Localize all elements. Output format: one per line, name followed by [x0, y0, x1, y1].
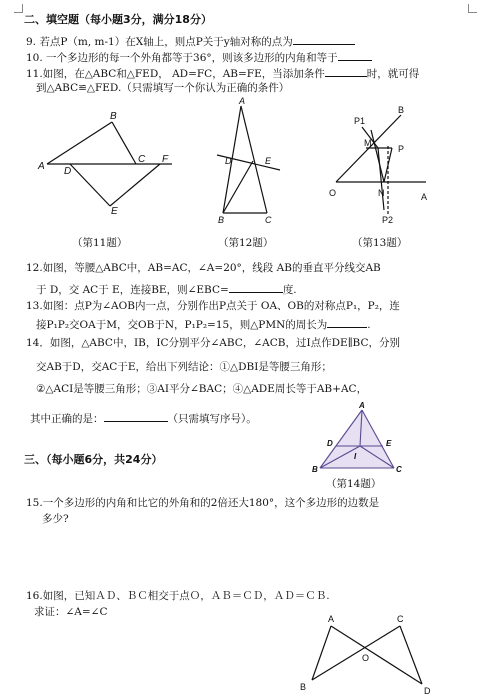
- fig13-label-m: M: [364, 138, 372, 148]
- question-14-line-3: ②△ACI是等腰三角形；③AI平分∠BAC；④△ADE周长等于AB+AC，: [36, 383, 368, 395]
- figure-13: [326, 100, 436, 230]
- question-11-line-2: 到△ABC≌△FED.（只需填写一个你认为正确的条件）: [36, 82, 290, 94]
- page-corner-mark-right: [468, 4, 477, 13]
- question-14-line-1: 14．如图，△ABC中，IB，IC分别平分∠ABC，∠ACB，过I点作DE∥BC，分别: [26, 337, 400, 349]
- question-16-line-1: 16.如图，已知ＡＤ、ＢＣ相交于点Ｏ，ＡＢ＝ＣＤ，ＡＤ＝ＣＢ.: [26, 590, 330, 602]
- side-ac: [241, 106, 267, 213]
- question-12-tail: 度.: [282, 284, 297, 296]
- fig11-label-b: B: [110, 111, 117, 122]
- question-12-line-2: [36, 282, 297, 297]
- fig16-label-a: A: [328, 614, 335, 624]
- fig16-label-c: C: [397, 614, 404, 624]
- answer-blank-11[interactable]: [325, 66, 367, 77]
- fig11-label-d: D: [64, 166, 72, 177]
- side-bc: [112, 122, 136, 164]
- side-ef: [110, 164, 160, 206]
- fig12-label-d: D: [225, 156, 232, 166]
- fig13-label-a: A: [421, 192, 428, 202]
- fig16-label-b: B: [300, 682, 307, 692]
- segment-cb: [312, 626, 400, 680]
- fig14-label-d: D: [327, 439, 333, 448]
- question-9-text: 9. 若点P（m, m-1）在X轴上，则点P关于y轴对称的点为: [26, 36, 293, 48]
- fig14-label-c: C: [396, 465, 402, 474]
- figure-14-caption: （第14题）: [326, 478, 382, 490]
- answer-blank-14[interactable]: [104, 411, 168, 422]
- fig13-label-o: O: [329, 188, 337, 198]
- figure-13-caption: （第13题）: [352, 237, 408, 249]
- figure-14: [312, 402, 402, 482]
- fig13-label-p2: P2: [382, 215, 394, 225]
- page-corner-mark-left: [14, 4, 23, 13]
- fig11-label-e: E: [111, 206, 118, 217]
- question-14-text: 其中正确的是：: [30, 413, 104, 425]
- question-13-text: 接P₁P₂交OA于M，交OB于N，P₁P₂=15，则△PMN的周长为: [36, 319, 328, 331]
- figure-11-caption: （第11题）: [72, 237, 128, 249]
- figure-12-caption: （第12题）: [218, 237, 274, 249]
- fig14-label-i: I: [354, 452, 357, 461]
- fig13-label-p: P: [398, 144, 405, 154]
- question-14-line-2: 交AB于D，交AC于E，给出下列结论：①△DBI是等腰三角形；: [36, 361, 332, 373]
- question-16-line-2: 求证：∠A=∠C: [34, 606, 108, 618]
- section-2-header: 二、填空题（每小题3分，满分18分）: [24, 13, 212, 26]
- question-14-line-4: [30, 411, 257, 426]
- question-12-text: 于 D，交 AC于 E，连接BE，则∠EBC=: [36, 284, 229, 296]
- answer-blank-12[interactable]: [229, 282, 283, 293]
- figure-11: [40, 108, 180, 218]
- fig16-label-d: D: [424, 686, 431, 696]
- fig12-label-b: B: [218, 215, 225, 225]
- answer-blank-9[interactable]: [293, 34, 355, 45]
- figure-12: [205, 96, 295, 225]
- question-13-line-1: 13.如图：点P为∠AOB内一点，分别作出P点关于 OA、OB的对称点P₁，P₂，连: [26, 300, 400, 312]
- question-13-tail: .: [367, 319, 371, 331]
- question-11-text: 11.如图，在△ABC和△FED， AD=FC，AB=FE，当添加条件: [26, 68, 325, 80]
- question-10-text: 10. 一个多边形的每一个外角都等于36°，则该多边形的内角和等于: [26, 52, 338, 64]
- question-9: [26, 34, 355, 49]
- answer-blank-10[interactable]: [338, 50, 372, 61]
- fig13-label-b: B: [398, 105, 405, 115]
- section-3-header: 三、（每小题6分，共24分）: [24, 453, 163, 466]
- fig13-label-p1: P1: [354, 116, 366, 126]
- fig11-label-c: C: [138, 154, 146, 165]
- segment-ab: [312, 626, 331, 680]
- question-10: [26, 50, 372, 65]
- side-ab: [47, 122, 112, 164]
- question-15-line-2: 多少?: [42, 513, 69, 525]
- side-de: [70, 164, 110, 206]
- fig12-label-e: E: [265, 156, 272, 166]
- fig16-label-o: O: [362, 653, 370, 663]
- question-11-tail: 时，就可得: [366, 68, 420, 80]
- segment-ad: [331, 626, 422, 684]
- figure-16: [298, 612, 438, 697]
- question-12-line-1: 12.如图，等腰△ABC中，AB=AC，∠A=20°，线段 AB的垂直平分线交AB: [26, 262, 381, 274]
- fig11-label-a: A: [38, 161, 45, 172]
- answer-blank-13[interactable]: [327, 317, 367, 328]
- fig11-label-f: F: [162, 154, 169, 165]
- question-14-tail: （只需填写序号）。: [167, 413, 257, 425]
- segment-cd: [400, 626, 422, 684]
- segment-p1-n: [371, 130, 384, 182]
- fig14-label-b: B: [312, 465, 318, 474]
- question-11-line-1: [26, 66, 419, 81]
- question-15-line-1: 15.一个多边形的内角和比它的外角和的2倍还大180°，这个多边形的边数是: [26, 497, 380, 509]
- question-13-line-2: [36, 317, 371, 332]
- fig12-label-a: A: [239, 96, 246, 106]
- fig14-label-e: E: [386, 439, 392, 448]
- fig12-label-c: C: [265, 215, 272, 225]
- fig13-label-n: N: [378, 188, 385, 198]
- fig14-label-a: A: [359, 401, 365, 410]
